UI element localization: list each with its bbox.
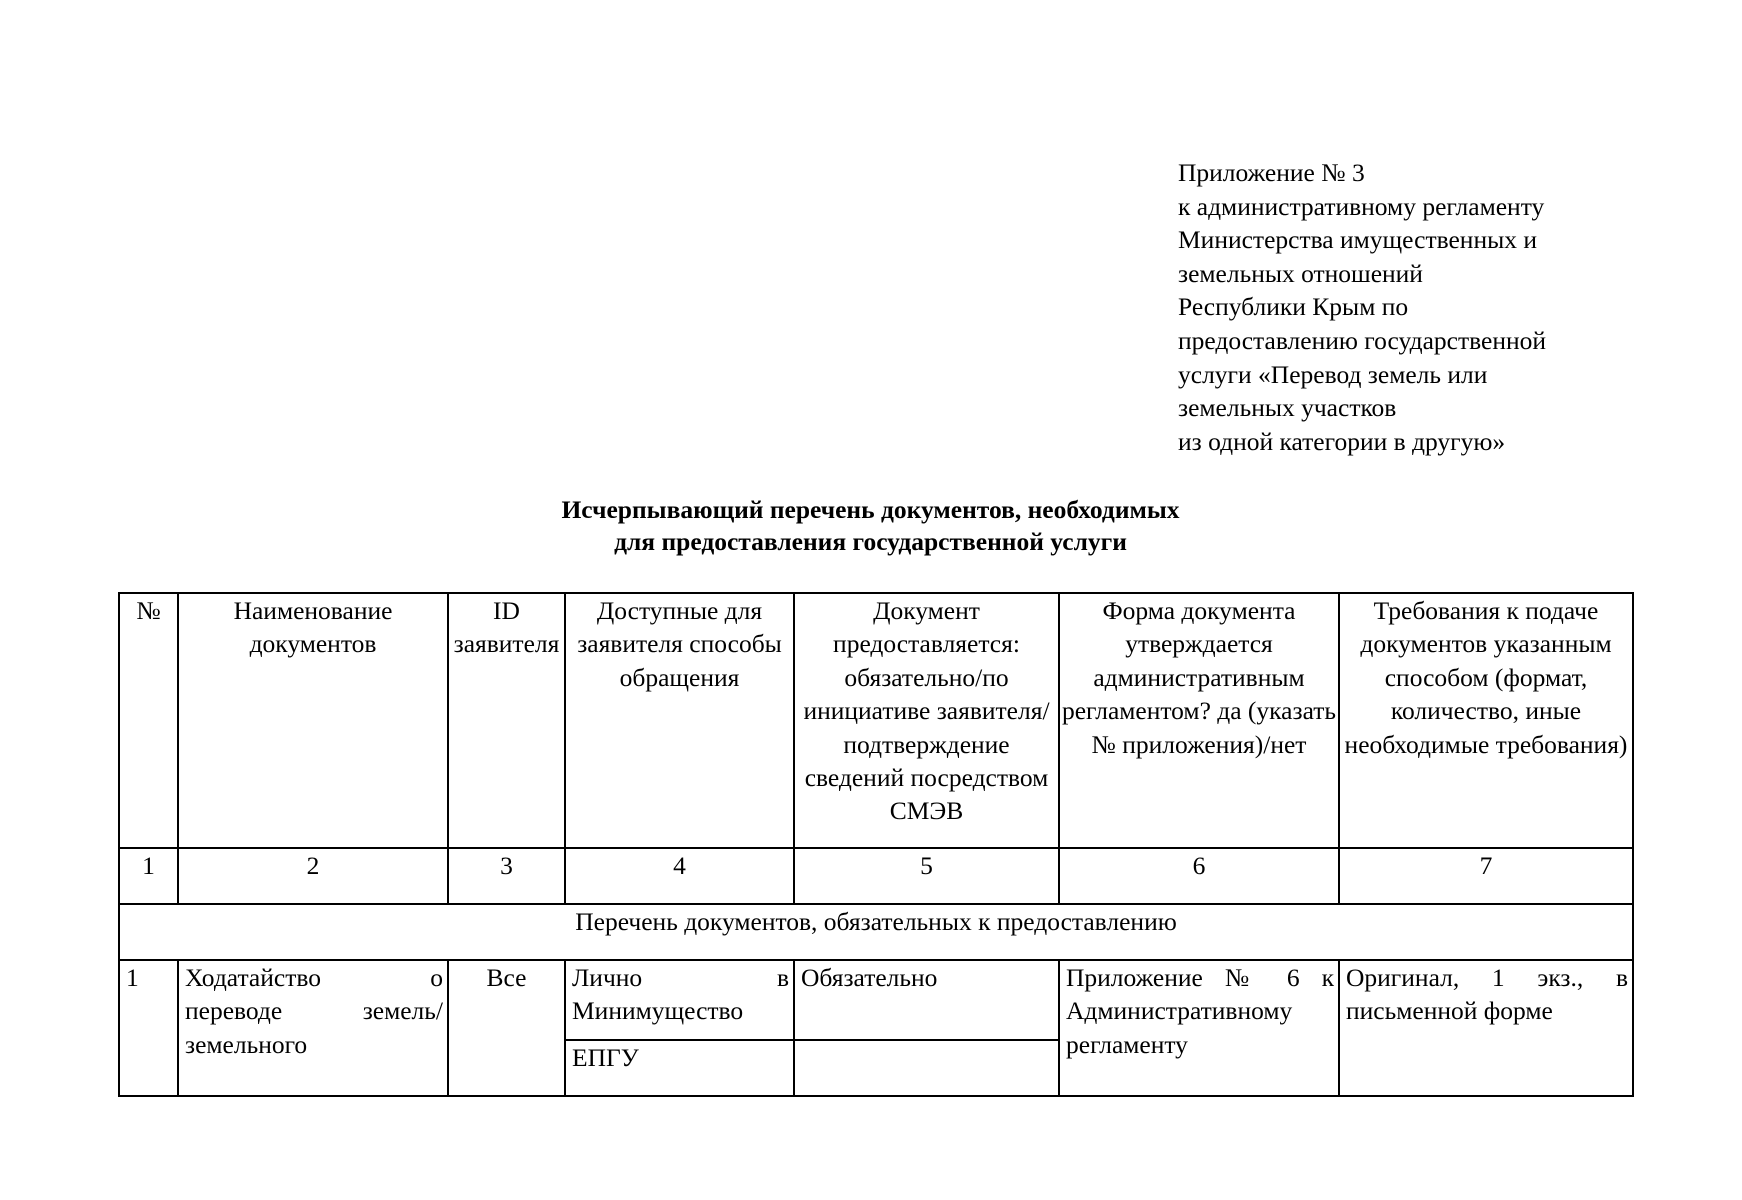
appendix-line: земельных участков	[1178, 393, 1397, 423]
method-cell: Лично в Минимущество	[565, 960, 794, 1040]
method-cell: ЕПГУ	[565, 1040, 794, 1096]
header-cell-name: Наименование документов	[178, 593, 448, 848]
title-line: для предоставления государственной услуги	[614, 527, 1127, 556]
title-line: Исчерпывающий перечень документов, необходимых	[561, 495, 1180, 524]
header-cell-provision: Документ предоставляется: обязательно/по инициативе заявителя/подтверждение сведений посредством СМЭВ	[794, 593, 1059, 848]
document-title	[0, 494, 1742, 558]
appendix-line: Министерства имущественных и	[1178, 225, 1537, 255]
column-number: 4	[565, 848, 794, 904]
appendix-line: земельных отношений	[1178, 258, 1423, 288]
appendix-line: услуги «Перевод земель или	[1178, 359, 1488, 389]
column-number: 7	[1339, 848, 1633, 904]
column-number: 5	[794, 848, 1059, 904]
appendix-line: к административному регламенту	[1178, 191, 1545, 221]
appendix-line: предоставлению государственной	[1178, 325, 1547, 355]
provision-cell: Обязательно	[794, 960, 1059, 1040]
header-cell-form: Форма документа утверждается административным регламентом? да (указать № приложения)/нет	[1059, 593, 1339, 848]
column-number: 3	[448, 848, 565, 904]
appendix-line: Приложение № 3	[1178, 158, 1365, 187]
appendix-line: Республики Крым по	[1178, 292, 1409, 322]
header-cell-requirements: Требования к подаче документов указанным способом (формат, количество, иные необходимые требования)	[1339, 593, 1633, 848]
header-cell-methods: Доступные для заявителя способы обращения	[565, 593, 794, 848]
column-number: 6	[1059, 848, 1339, 904]
document-name-cell: Ходатайство о переводе земель/земельного	[178, 960, 448, 1096]
section-title: Перечень документов, обязательных к предоставлению	[119, 904, 1633, 960]
header-cell-applicant-id: ID заявителя	[448, 593, 565, 848]
column-number: 2	[178, 848, 448, 904]
header-cell-number: №	[119, 593, 178, 848]
appendix-line: из одной категории в другую»	[1178, 426, 1506, 456]
table-header-row	[119, 593, 1633, 848]
appendix-note	[1178, 156, 1698, 458]
documents-table	[118, 592, 1634, 1097]
column-number: 1	[119, 848, 178, 904]
requirements-cell: Оригинал, 1 экз., в письменной форме	[1339, 960, 1633, 1096]
column-number-row	[119, 848, 1633, 904]
form-cell: Приложение № 6 к Административному регламенту	[1059, 960, 1339, 1096]
provision-cell	[794, 1040, 1059, 1096]
applicant-id-cell: Все	[448, 960, 565, 1096]
row-number: 1	[119, 960, 178, 1096]
table-row	[119, 960, 1633, 1040]
section-row	[119, 904, 1633, 960]
